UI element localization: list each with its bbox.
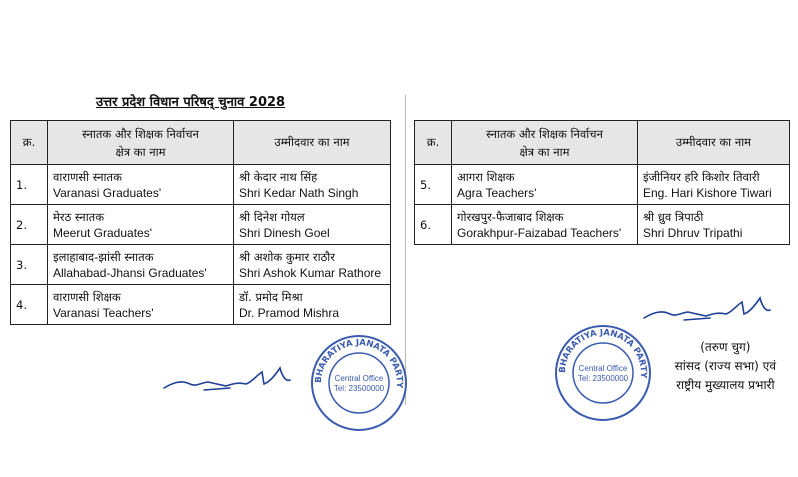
table-row bbox=[415, 205, 790, 245]
seal-center-line1: Central Office bbox=[578, 364, 628, 373]
signature-right bbox=[640, 292, 790, 332]
candidate-hindi: श्री दिनेश गोयल bbox=[239, 209, 305, 224]
constituency-english: Varanasi Teachers' bbox=[53, 305, 154, 320]
candidate-english: Dr. Pramod Mishra bbox=[239, 305, 340, 320]
constituency-hindi: वाराणसी स्नातक bbox=[53, 169, 122, 184]
row-constituency bbox=[452, 205, 638, 245]
constituency-hindi: इलाहाबाद-झांसी स्नातक bbox=[53, 249, 154, 264]
header-candidate: उम्मीदवार का नाम bbox=[638, 121, 790, 165]
table-row bbox=[11, 285, 391, 325]
header-candidate: उम्मीदवार का नाम bbox=[234, 121, 391, 165]
header-sn: क्र. bbox=[415, 121, 452, 165]
signature-left bbox=[160, 360, 310, 400]
row-constituency bbox=[48, 205, 234, 245]
table-row bbox=[415, 165, 790, 205]
candidate-english: Shri Ashok Kumar Rathore bbox=[239, 265, 382, 280]
document-title: उत्तर प्रदेश विधान परिषद् चुनाव 2028 bbox=[96, 95, 286, 110]
candidate-english: Shri Kedar Nath Singh bbox=[239, 185, 359, 200]
constituency-english: Agra Teachers' bbox=[457, 185, 537, 200]
table-row bbox=[11, 165, 391, 205]
candidate-english: Shri Dinesh Goel bbox=[239, 225, 330, 240]
header-constituency: स्नातक और शिक्षक निर्वाचन क्षेत्र का नाम bbox=[452, 121, 638, 165]
header-sn: क्र. bbox=[11, 121, 48, 165]
seal-center-line2: Tel: 23500000 bbox=[333, 384, 385, 393]
row-candidate bbox=[234, 285, 391, 325]
seal-ring-text: BHARATIYA JANATA PARTY bbox=[557, 327, 649, 379]
header-constituency: स्नातक और शिक्षक निर्वाचन क्षेत्र का नाम bbox=[48, 121, 234, 165]
constituency-english: Meerut Graduates' bbox=[53, 225, 153, 240]
row-candidate bbox=[638, 165, 790, 205]
seal-center-line2: Tel: 23500000 bbox=[577, 374, 629, 383]
row-candidate bbox=[234, 245, 391, 285]
signatory-designation-1: सांसद (राज्य सभा) एवं bbox=[674, 359, 776, 373]
row-sn: 1. bbox=[11, 165, 48, 205]
candidate-english: Shri Dhruv Tripathi bbox=[643, 225, 743, 240]
candidate-hindi: डॉ. प्रमोद मिश्रा bbox=[239, 289, 303, 304]
constituency-hindi: वाराणसी शिक्षक bbox=[53, 289, 121, 304]
candidates-table-right bbox=[414, 120, 790, 245]
constituency-english: Varanasi Graduates' bbox=[53, 185, 162, 200]
candidate-english: Eng. Hari Kishore Tiwari bbox=[643, 185, 772, 200]
row-candidate bbox=[234, 165, 391, 205]
row-constituency bbox=[48, 285, 234, 325]
candidate-hindi: श्री केदार नाथ सिंह bbox=[239, 169, 318, 184]
table-header-row bbox=[11, 121, 391, 165]
candidate-hindi: श्री अशोक कुमार राठौर bbox=[239, 249, 335, 264]
row-candidate bbox=[638, 205, 790, 245]
seal-center-line1: Central Office bbox=[334, 374, 384, 383]
party-seal-right bbox=[553, 323, 653, 423]
row-sn: 3. bbox=[11, 245, 48, 285]
row-sn: 2. bbox=[11, 205, 48, 245]
constituency-hindi: आगरा शिक्षक bbox=[457, 169, 515, 184]
row-candidate bbox=[234, 205, 391, 245]
row-sn: 5. bbox=[415, 165, 452, 205]
seal-ring-text: BHARATIYA JANATA PARTY bbox=[313, 337, 405, 389]
table-row bbox=[11, 205, 391, 245]
signatory-name: (तरुण चुग) bbox=[700, 340, 751, 354]
party-seal-left bbox=[309, 333, 409, 433]
row-constituency bbox=[452, 165, 638, 205]
constituency-english: Gorakhpur-Faizabad Teachers' bbox=[457, 225, 622, 240]
row-sn: 4. bbox=[11, 285, 48, 325]
constituency-hindi: गोरखपुर-फैजाबाद शिक्षक bbox=[457, 209, 564, 224]
candidate-hindi: इंजीनियर हरि किशोर तिवारी bbox=[643, 169, 760, 184]
table-row bbox=[11, 245, 391, 285]
row-constituency bbox=[48, 245, 234, 285]
signatory-designation-2: राष्ट्रीय मुख्यालय प्रभारी bbox=[676, 378, 775, 392]
signatory-block bbox=[675, 338, 776, 395]
candidates-table-left bbox=[10, 120, 391, 325]
row-sn: 6. bbox=[415, 205, 452, 245]
candidate-hindi: श्री ध्रुव त्रिपाठी bbox=[643, 209, 704, 224]
table-header-row bbox=[415, 121, 790, 165]
constituency-english: Allahabad-Jhansi Graduates' bbox=[53, 265, 207, 280]
row-constituency bbox=[48, 165, 234, 205]
constituency-hindi: मेरठ स्नातक bbox=[53, 209, 105, 224]
